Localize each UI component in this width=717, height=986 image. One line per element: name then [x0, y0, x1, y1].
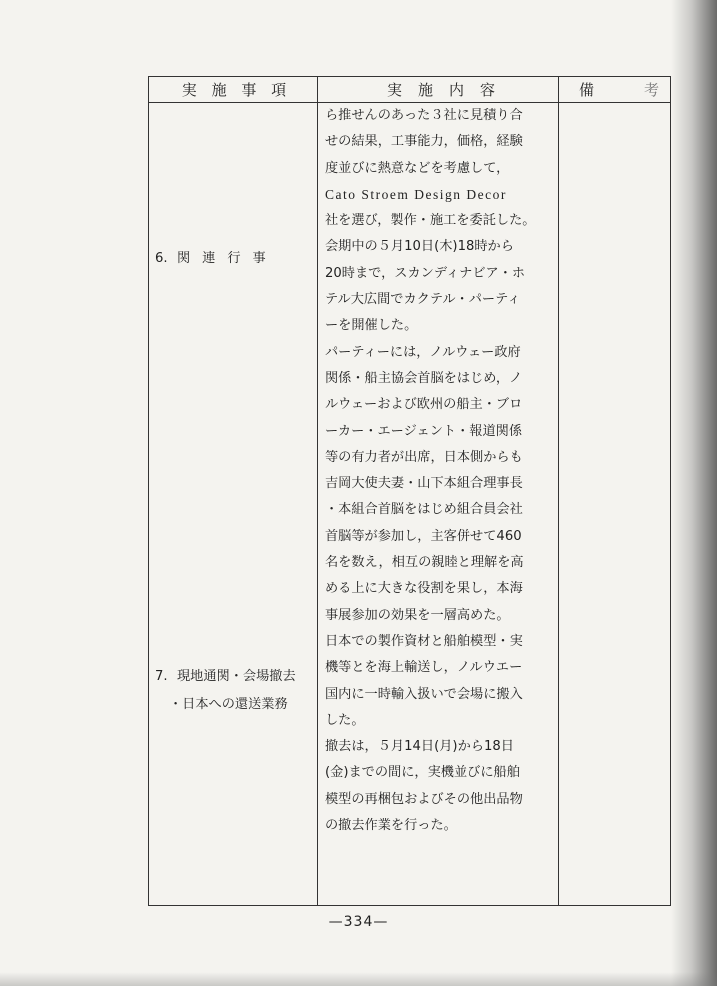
header-char: 施 [417, 81, 433, 99]
header-char: 実 [386, 81, 402, 99]
content-line: 社を選び，製作・施工を委託した。 [325, 213, 536, 229]
page-number: —334— [328, 914, 389, 930]
header-remarks [579, 80, 659, 100]
header-char: 容 [479, 81, 495, 99]
content-column [325, 103, 557, 839]
content-line: 会期中の５月10日(木)18時から [325, 239, 514, 255]
header-implementation-items [167, 80, 301, 100]
header-char: 備 [579, 81, 595, 99]
content-line: 機等とを海上輸送し，ノルウエー [325, 660, 523, 676]
item-title: 関連行事 [177, 251, 278, 266]
item-customs-removal [155, 665, 296, 684]
content-line: 20時まで，スカンディナビア・ホ [325, 265, 526, 281]
column-divider-1 [317, 77, 318, 905]
content-line: パーティーには，ノルウェー政府 [325, 344, 521, 360]
content-line: ーカー・エージェント・報道関係 [325, 423, 523, 439]
content-line: (金)までの間に，実機並びに船舶 [325, 765, 520, 781]
content-line: の撤去作業を行った。 [325, 818, 457, 834]
content-line: 関係・船主協会首脳をはじめ，ノ [325, 370, 523, 386]
content-line: ・本組合首脳をはじめ組合員会社 [325, 502, 523, 518]
item-title-line2: ・日本への還送業務 [169, 697, 288, 712]
content-line: 等の有力者が出席，日本側からも [325, 449, 523, 465]
header-char: 施 [211, 81, 227, 99]
content-line: 首脳等が参加し，主客併せて460 [325, 528, 522, 544]
item-related-events [155, 247, 278, 266]
content-line: 事展参加の効果を一層高めた。 [325, 607, 510, 623]
content-line: 模型の再梱包およびその他出品物 [325, 791, 523, 807]
item-title-line1: 現地通関・会場撤去 [177, 669, 296, 684]
content-line: 日本での製作資材と船舶模型・実 [325, 633, 523, 649]
content-line: した。 [325, 712, 365, 728]
page-bottom-shadow [0, 972, 717, 986]
content-line: 吉岡大使夫妻・山下本組合理事長 [325, 476, 523, 492]
item-customs-removal-cont [169, 693, 288, 712]
header-char: 内 [448, 81, 464, 99]
header-char: 項 [271, 81, 287, 99]
content-line: ルウェーおよび欧州の船主・ブロ [325, 397, 523, 413]
column-divider-2 [558, 77, 559, 905]
content-line: 撤去は，５月14日(月)から18日 [325, 739, 514, 755]
content-line: せの結果，工事能力，価格，経験 [325, 134, 523, 150]
content-line: Cato Stroem Design Decor [325, 186, 507, 202]
item-number: 6. [155, 251, 168, 266]
header-char: 考 [643, 81, 659, 99]
header-implementation-content [371, 80, 511, 100]
page-edge-shadow [671, 0, 717, 986]
header-char: 実 [181, 81, 197, 99]
header-char: 事 [241, 81, 257, 99]
content-line: 国内に一時輸入扱いで会場に搬入 [325, 686, 523, 702]
content-line: テル大広間でカクテル・パーティ [325, 292, 521, 308]
content-line: 名を数え，相互の親睦と理解を高 [325, 555, 524, 571]
content-line: 度並びに熱意などを考慮して， [325, 160, 510, 176]
item-number: 7. [155, 669, 168, 684]
content-line: める上に大きな役割を果し，本海 [325, 581, 523, 597]
content-line: ら推せんのあった３社に見積り合 [325, 108, 523, 123]
content-line: ーを開催した。 [325, 318, 418, 334]
document-table [148, 76, 671, 906]
